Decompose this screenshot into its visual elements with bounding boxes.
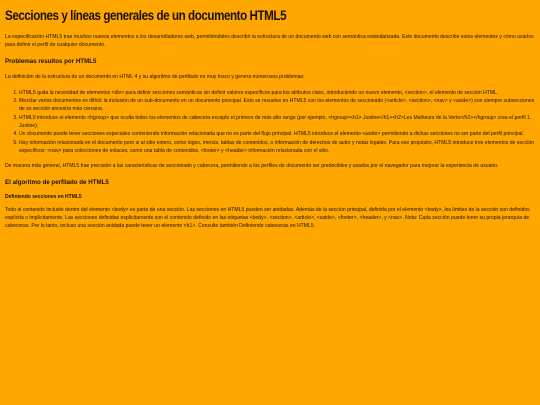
sections-paragraph: Todo el contenido incluido dentro del elemento <body> es parte de una sección. Las secciones en HTML5 pueden ser anidadas. Además de la sección principal, definida por el elemento <body>, los límites de la sección son definidos explícita o implícitamente. Las secciones definidas explícitamente son el contenido definido en las etiquetas <body>, <section>, <article>, <aside>, <footer>, <header>, y <nav>. Nota: Cada sección puede tener su propia jerarquía de cabeceras. Por lo tanto, incluso una sección anidada puede tener un elemento <h1>. Consulte también Definiendo cabeceras en HTML5. bbox=[5, 206, 530, 230]
problem-item: 4. Un documento puede tener secciones especiales conteniendo información relacionada que no es parte del flujo principal. HTML5 introduce el elemento <aside> permitiendo a dichas secciones no ser parte del perfil principal. bbox=[19, 130, 535, 138]
problem-item: 5. Hay información relacionada en el documento pero si al sitio entero, como logos, menús, tablas de contenidos, o información de derechos de autor y notas legales. Para ese propósito, HTML5 introduce tres elementos de sección específicos: <nav> para colecciones de enlaces, como una tabla de contenidos, <footer> y <header> información relacionada con el sitio. bbox=[19, 139, 535, 156]
algorithm-heading: El algoritmo de perfilado de HTML5 bbox=[5, 178, 109, 186]
intro-paragraph: La especificación HTML5 trae muchos nuevos elementos a los desarrolladores web, permitiéndoles describir la estructura de un documento web con semántica estandarizada. Este documento describe estos elementos y cómo usarlos para definir el perfil de cualquier documento. bbox=[5, 34, 534, 49]
problem-item: 3. HTML5 introduce el elemento <hgroup> que oculta todos los elementos de cabecera excepto el primero de más alto rango (por ejemplo, <hgroup><h1> Justine</h1><h2>Les Malheurs de la Vertu</h2></hgroup> crea el perfil 1. Justine). bbox=[19, 114, 535, 131]
problem-item: 1. HTML5 quita la necesidad de elementos <div> para definir secciones semánticas sin definir valores específicos para los atributos class, introduciendo un nuevo elemento, <section>, el elemento de sección HTML. bbox=[19, 89, 535, 97]
summary-paragraph: De manera más general, HTML5 trae precisión a las características de seccionado y cabecera, permitiendo a los perfiles de documento ser predecibles y usados por el navegador para mejorar la experiencia de usuario. bbox=[5, 163, 499, 170]
problem-item: 2. Mezclar varios documentos es difícil: la inclusión de un sub-documento en un documento principal. Esto se resuelve en HTML5 con los elementos de seccionado (<article>, <section>, <nav> y <aside>) son siempre subsecciones de su sección ancestra más cercana. bbox=[19, 97, 535, 114]
problems-list bbox=[5, 89, 535, 155]
problems-heading: Problemas resultos por HTML5 bbox=[5, 57, 97, 65]
problems-intro-paragraph: La definición de la estructura de un documento en HTML 4 y su algoritmo de perfilado es muy tosco y genera numerosos problemas: bbox=[5, 73, 305, 80]
page-title: Secciones y líneas generales de un documento HTML5 bbox=[5, 8, 287, 23]
sections-subheading: Definiendo secciones en HTML5 bbox=[5, 193, 82, 200]
